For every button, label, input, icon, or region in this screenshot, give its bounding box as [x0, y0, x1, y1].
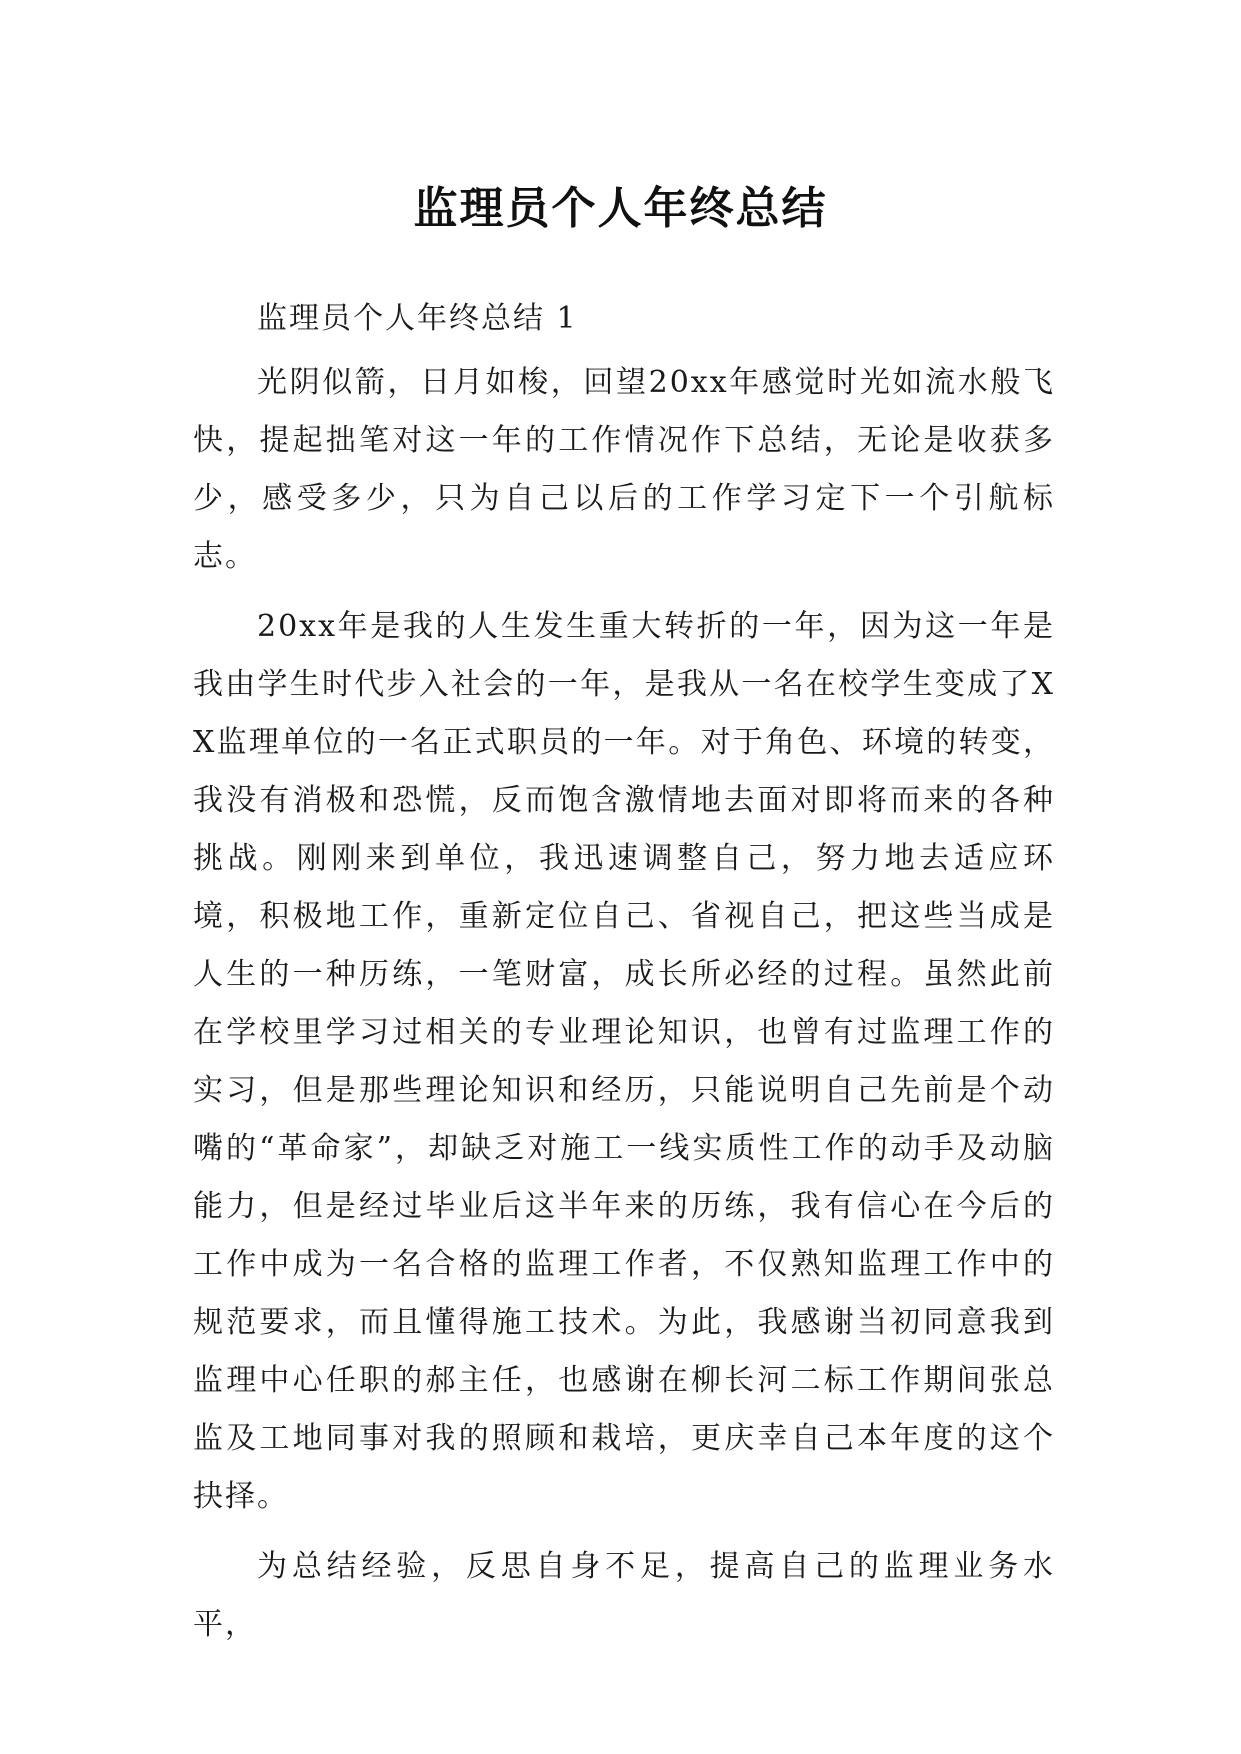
document-title: 监理员个人年终总结 [413, 183, 828, 235]
section-heading: 监理员个人年终总结 1 [257, 301, 578, 336]
paragraph-2: 20xx年是我的人生发生重大转折的一年，因为这一年是我由学生时代步入社会的一年，是我从一名在校学生变成了XX监理单位的一名正式职员的一年。对于角色、环境的转变，我没有消极和恐慌，反而饱含激情地去面对即将而来的各种挑战。刚刚来到单位，我迅速调整自己，努力地去适应环境，积极地工作，重新定位自己、省视自己，把这些当成是人生的一种历练，一笔财富，成长所必经的过程。虽然此前在学校里学习过相关的专业理论知识，也曾有过监理工作的实习，但是那些理论知识和经历，只能说明自己先前是个动嘴的“革命家”，却缺乏对施工一线实质性工作的动手及动脑能力，但是经过毕业后这半年来的历练，我有信心在今后的工作中成为一名合格的监理工作者，不仅熟知监理工作中的规范要求，而且懂得施工技术。为此，我感谢当初同意我到监理中心任职的郝主任，也感谢在柳长河二标工作期间张总监及工地同事对我的照顾和栽培，更庆幸自己本年度的这个抉择。 [193, 609, 1055, 1514]
document-body [193, 290, 1055, 1654]
paragraph-1: 光阴似箭，日月如梭，回望20xx年感觉时光如流水般飞快，提起拙笔对这一年的工作情况作下总结，无论是收获多少，感受多少，只为自己以后的工作学习定下一个引航标志。 [193, 365, 1055, 574]
paragraph-3: 为总结经验，反思自身不足，提高自己的监理业务水平， [193, 1549, 1055, 1642]
